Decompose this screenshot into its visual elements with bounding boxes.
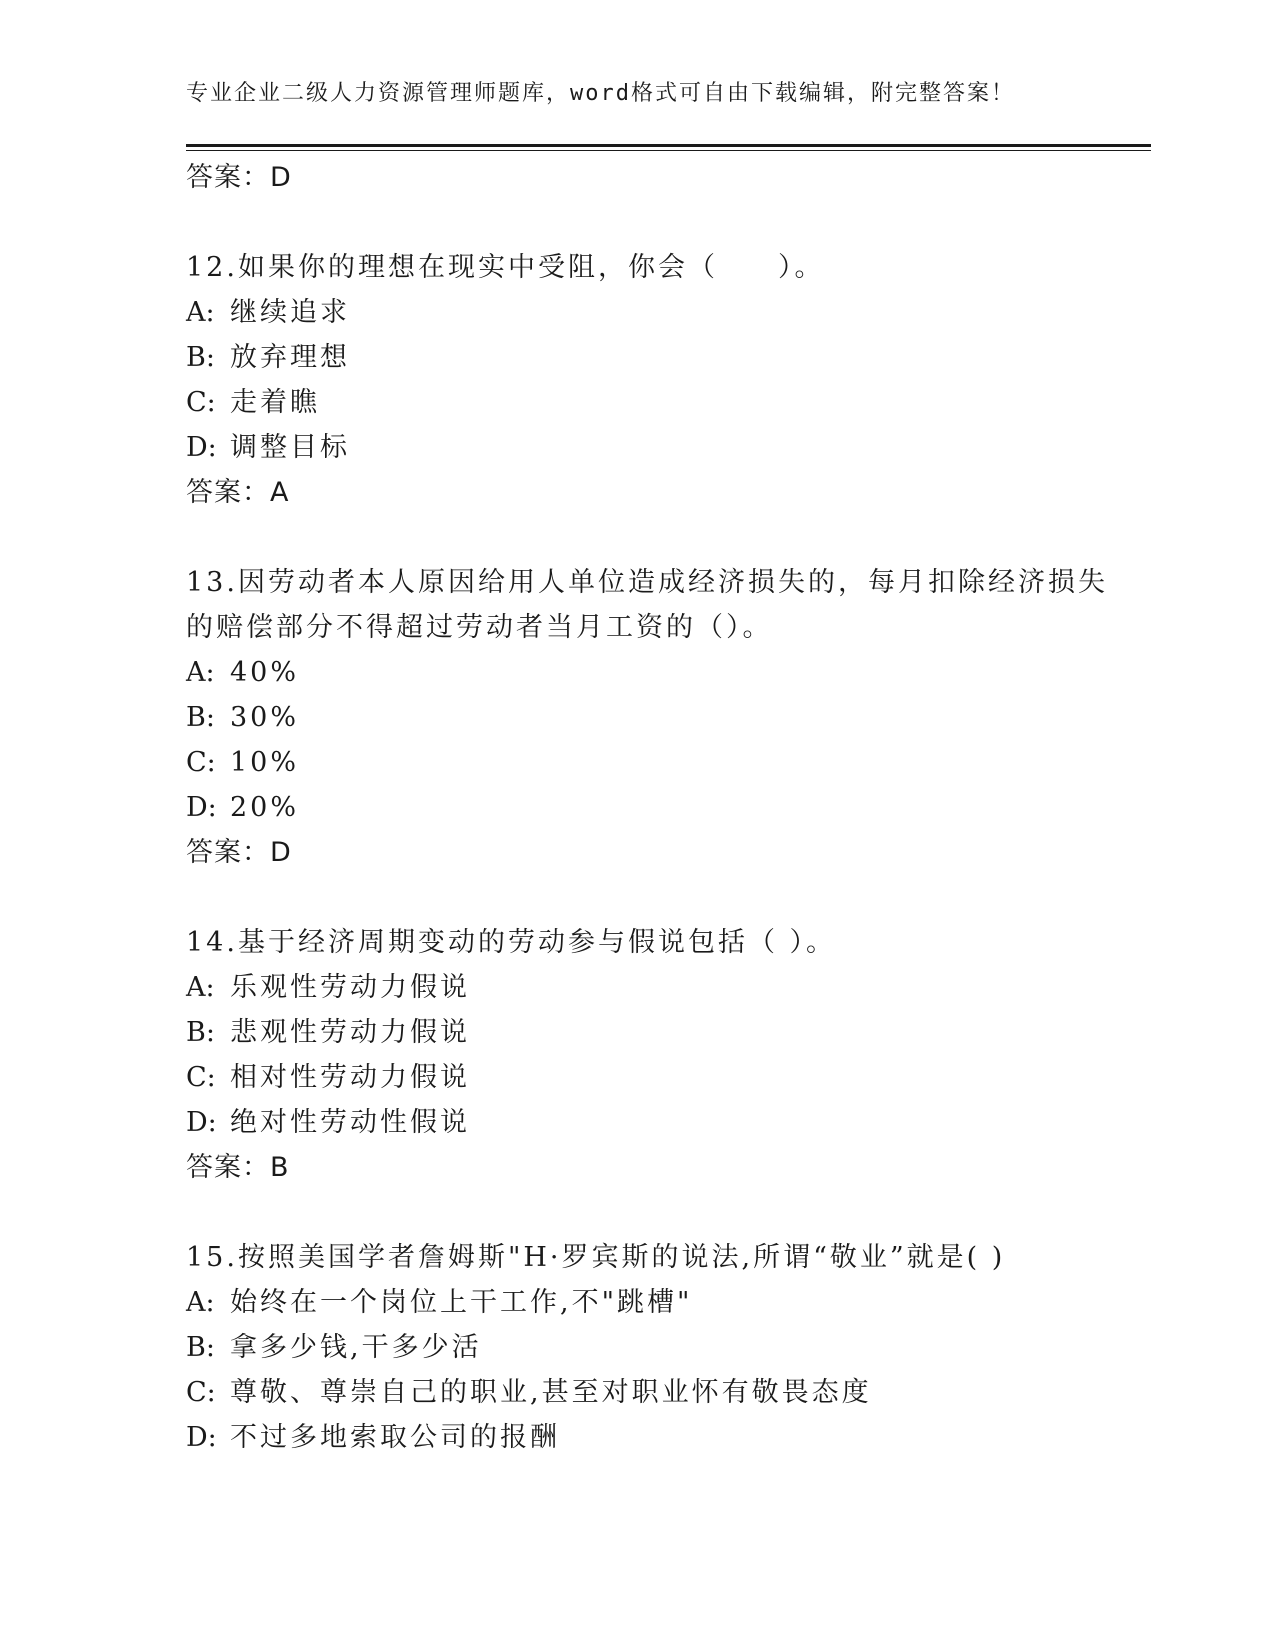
option-text: 30% <box>230 702 300 733</box>
answer-option <box>186 650 1116 695</box>
option-text: 相对性劳动力假说 <box>230 1062 470 1093</box>
option-letter: D: <box>186 792 217 823</box>
option-letter: D: <box>186 1107 217 1138</box>
answer-line: 答案：D <box>186 162 292 193</box>
option-letter: A: <box>186 297 215 328</box>
option-letter: D: <box>186 1422 217 1453</box>
answer-option <box>186 695 1116 740</box>
option-text: 调整目标 <box>230 432 350 463</box>
option-text: 悲观性劳动力假说 <box>230 1017 470 1048</box>
option-letter: B: <box>186 342 215 373</box>
option-letter: C: <box>186 1377 216 1408</box>
spacer <box>186 515 1116 560</box>
answer-option <box>186 1370 1116 1415</box>
question-list <box>186 155 1116 1460</box>
answer-option <box>186 335 1116 380</box>
spacer <box>186 1190 1116 1235</box>
option-letter: C: <box>186 1062 216 1093</box>
option-text: 放弃理想 <box>230 342 350 373</box>
answer-line: 答案：B <box>186 1152 290 1183</box>
option-text: 拿多少钱,干多少活 <box>230 1332 482 1363</box>
spacer <box>186 875 1116 920</box>
option-letter: B: <box>186 702 215 733</box>
option-letter: B: <box>186 1017 215 1048</box>
option-letter: C: <box>186 747 216 778</box>
option-text: 20% <box>230 792 300 823</box>
option-text: 继续追求 <box>230 297 350 328</box>
page-header: 专业企业二级人力资源管理师题库，word格式可自由下载编辑，附完整答案！ <box>186 81 1015 106</box>
question-stem: 12.如果你的理想在现实中受阻，你会（ ）。 <box>186 252 825 283</box>
answer-option <box>186 1325 1116 1370</box>
answer-option <box>186 785 1116 830</box>
option-letter: D: <box>186 432 217 463</box>
option-text: 10% <box>230 747 300 778</box>
answer-option <box>186 740 1116 785</box>
question-stem: 15.按照美国学者詹姆斯"H·罗宾斯的说法,所谓“敬业”就是( ) <box>186 1242 1006 1273</box>
option-text: 乐观性劳动力假说 <box>230 972 470 1003</box>
option-letter: A: <box>186 1287 215 1318</box>
answer-option <box>186 1100 1116 1145</box>
option-letter: B: <box>186 1332 215 1363</box>
answer-option <box>186 1055 1116 1100</box>
answer-line: 答案：A <box>186 477 290 508</box>
option-text: 40% <box>230 657 300 688</box>
answer-line: 答案：D <box>186 837 292 868</box>
answer-option <box>186 380 1116 425</box>
answer-option <box>186 1415 1116 1460</box>
option-text: 不过多地索取公司的报酬 <box>230 1422 560 1453</box>
option-text: 始终在一个岗位上干工作,不"跳槽" <box>230 1287 693 1318</box>
header-divider-thin <box>186 150 1151 151</box>
spacer <box>186 200 1116 245</box>
question-stem: 14.基于经济周期变动的劳动参与假说包括（ ）。 <box>186 927 837 958</box>
answer-option <box>186 290 1116 335</box>
header-divider-thick <box>186 144 1151 147</box>
answer-option <box>186 1010 1116 1055</box>
question-stem: 13.因劳动者本人原因给用人单位造成经济损失的，每月扣除经济损失的赔偿部分不得超过劳动者当月工资的（）。 <box>186 567 1108 643</box>
answer-option <box>186 965 1116 1010</box>
option-letter: C: <box>186 387 216 418</box>
answer-option <box>186 1280 1116 1325</box>
option-letter: A: <box>186 657 215 688</box>
option-letter: A: <box>186 972 215 1003</box>
option-text: 尊敬、尊崇自己的职业,甚至对职业怀有敬畏态度 <box>230 1377 872 1408</box>
option-text: 绝对性劳动性假说 <box>230 1107 470 1138</box>
answer-option <box>186 425 1116 470</box>
option-text: 走着瞧 <box>230 387 320 418</box>
